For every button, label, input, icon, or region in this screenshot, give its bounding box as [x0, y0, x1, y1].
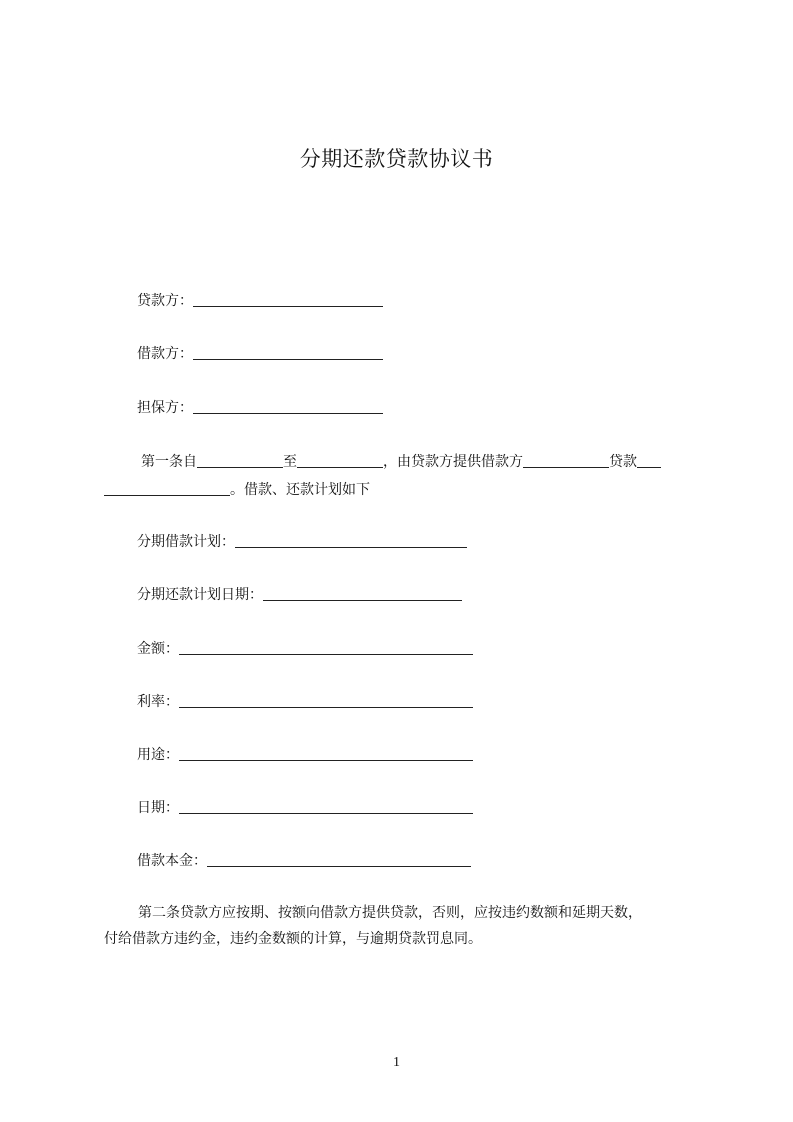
- date-line: [137, 798, 473, 818]
- principal-line: [137, 851, 471, 871]
- article2-paragraph: [104, 900, 716, 952]
- article1-line2: [104, 480, 370, 500]
- loan-extra-blank[interactable]: [637, 453, 661, 468]
- guarantor-line: [137, 398, 383, 418]
- installment-borrow-label: 分期借款计划：: [137, 534, 235, 550]
- end-date-blank[interactable]: [297, 453, 383, 468]
- article1-plan-intro: 。借款、还款计划如下: [230, 482, 370, 498]
- borrower-line: [137, 344, 383, 364]
- lender-line: [137, 291, 383, 311]
- borrower-blank[interactable]: [193, 345, 383, 360]
- amount-label: 金额：: [137, 641, 179, 657]
- article1-from: 第一条自: [141, 454, 197, 470]
- principal-blank[interactable]: [207, 852, 471, 867]
- start-date-blank[interactable]: [197, 453, 283, 468]
- article2-line1: 第二条贷款方应按期、按额向借款方提供贷款，否则，应按违约数额和延期天数，: [138, 905, 642, 921]
- installment-repay-date-line: [137, 585, 462, 605]
- amount-blank[interactable]: [179, 640, 473, 655]
- purpose-label: 用途：: [137, 747, 179, 763]
- document-title: 分期还款贷款协议书: [299, 147, 494, 171]
- purpose-blank[interactable]: [179, 746, 473, 761]
- loan-amount-blank[interactable]: [523, 453, 609, 468]
- lender-label: 贷款方：: [137, 293, 193, 309]
- article1-line1: [141, 452, 661, 472]
- date-label: 日期：: [137, 800, 179, 816]
- guarantor-label: 担保方：: [137, 400, 193, 416]
- principal-label: 借款本金：: [137, 853, 207, 869]
- article1-to: 至: [283, 454, 297, 470]
- amount-line: [137, 639, 473, 659]
- guarantor-blank[interactable]: [193, 399, 383, 414]
- article1-loan: 贷款: [609, 454, 637, 470]
- page-number: 1: [393, 1055, 400, 1070]
- date-blank[interactable]: [179, 799, 473, 814]
- borrower-label: 借款方：: [137, 346, 193, 362]
- installment-repay-date-blank[interactable]: [263, 586, 462, 601]
- article2-line2: 付给借款方违约金，违约金数额的计算，与逾期贷款罚息同。: [104, 931, 482, 947]
- loan-continued-blank[interactable]: [104, 481, 230, 496]
- rate-blank[interactable]: [179, 693, 473, 708]
- installment-borrow-blank[interactable]: [235, 533, 467, 548]
- lender-blank[interactable]: [193, 292, 383, 307]
- installment-repay-date-label: 分期还款计划日期：: [137, 587, 263, 603]
- rate-label: 利率：: [137, 694, 179, 710]
- installment-borrow-line: [137, 532, 467, 552]
- article1-provide: ，由贷款方提供借款方: [383, 454, 523, 470]
- purpose-line: [137, 745, 473, 765]
- rate-line: [137, 692, 473, 712]
